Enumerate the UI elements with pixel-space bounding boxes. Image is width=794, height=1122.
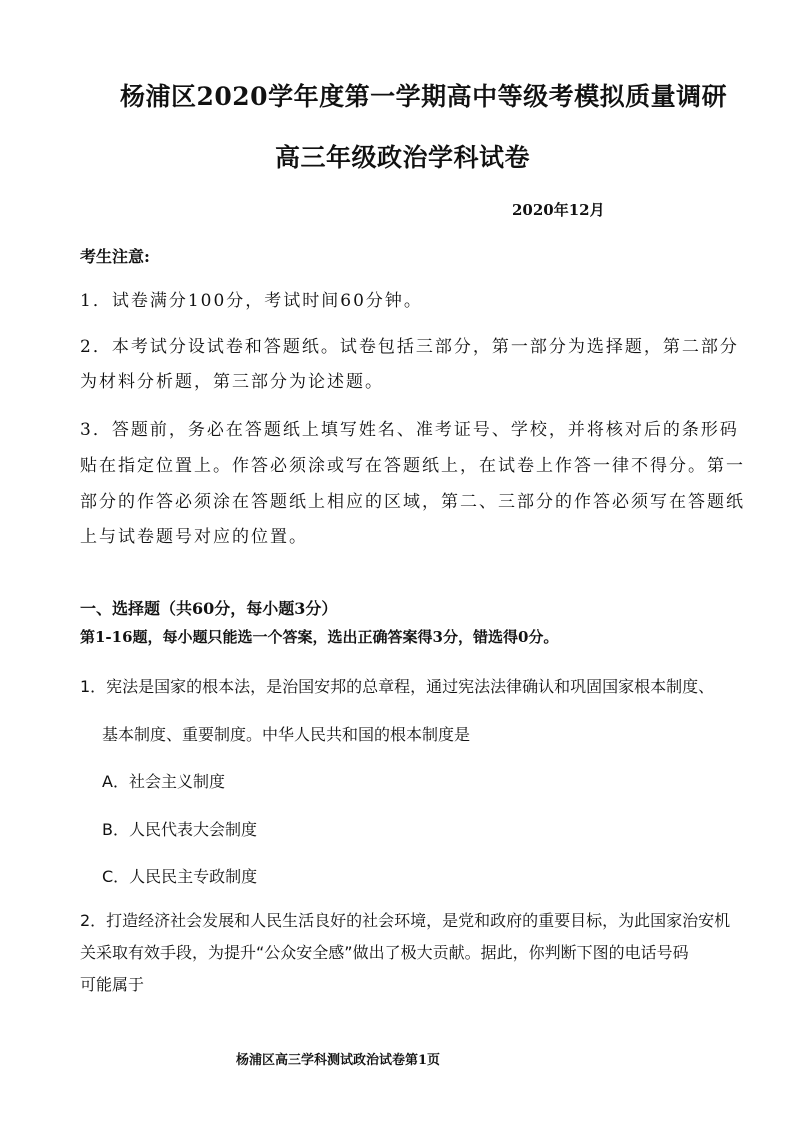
q1-stem-line2: 基本制度、重要制度。中华人民共和国的根本制度是 — [102, 725, 471, 744]
notice-item-2-line1: 2．本考试分设试卷和答题纸。试卷包括三部分，第一部分为选择题，第二部分 — [80, 337, 739, 357]
q2-stem-line3: 可能属于 — [80, 975, 145, 994]
notice-item-1: 1．试卷满分100分，考试时间60分钟。 — [80, 291, 423, 311]
q2-stem-line2: 关采取有效手段，为提升“公众安全感”做出了极大贡献。据此，你判断下图的电话号码 — [80, 943, 689, 962]
q1-option-b: B．人民代表大会制度 — [102, 820, 257, 839]
exam-title-line2: 高三年级政治学科试卷 — [275, 143, 531, 172]
section-heading: 一、选择题（共60分，每小题3分） — [80, 599, 338, 618]
exam-title-line1: 杨浦区2020学年度第一学期高中等级考模拟质量调研 — [120, 82, 728, 111]
notice-heading: 考生注意: — [80, 247, 150, 266]
notice-item-3-line3: 部分的作答必须涂在答题纸上相应的区域，第二、三部分的作答必须写在答题纸 — [80, 492, 745, 512]
q1-option-c: C．人民民主专政制度 — [102, 867, 258, 886]
q1-stem-line1: 1．宪法是国家的根本法，是治国安邦的总章程，通过宪法法律确认和巩固国家根本制度、 — [80, 677, 715, 696]
section-instruction: 第1-16题，每小题只能选一个答案，选出正确答案得3分，错选得0分。 — [80, 628, 559, 646]
notice-item-2-line2: 为材料分析题，第三部分为论述题。 — [80, 372, 384, 392]
notice-item-3-line4: 上与试卷题号对应的位置。 — [80, 527, 308, 547]
exam-date: 2020年12月 — [512, 201, 605, 219]
q1-option-a: A．社会主义制度 — [102, 772, 225, 791]
notice-item-3-line1: 3．答题前，务必在答题纸上填写姓名、准考证号、学校，并将核对后的条形码 — [80, 420, 739, 440]
page-footer: 杨浦区高三学科测试政治试卷第1页 — [236, 1053, 441, 1068]
q2-stem-line1: 2．打造经济社会发展和人民生活良好的社会环境，是党和政府的重要目标，为此国家治安机 — [80, 911, 731, 930]
notice-item-3-line2: 贴在指定位置上。作答必须涂或写在答题纸上，在试卷上作答一律不得分。第一 — [80, 456, 745, 476]
